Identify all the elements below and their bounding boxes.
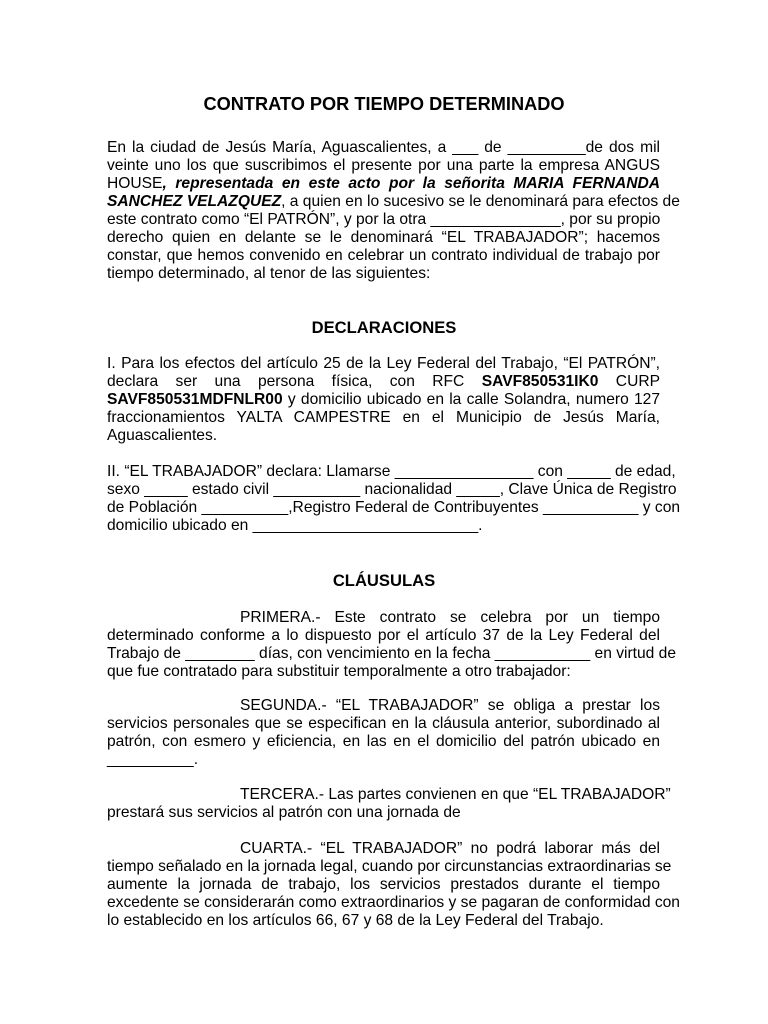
rfc-value: SAVF850531IK0 [481, 373, 599, 390]
text-line [107, 193, 680, 211]
text-line: tiempo señalado en la jornada legal, cuando por circunstancias extraordinarias se [107, 858, 672, 875]
text-line: II. “EL TRABAJADOR” declara: Llamarse ________________ con _____ de edad, [107, 463, 676, 480]
text-line: veinte uno los que suscribimos el presente por una parte la empresa ANGUS [107, 157, 660, 174]
document-title: CONTRATO POR TIEMPO DETERMINADO [203, 94, 565, 114]
text-line: Trabajo de ________ días, con vencimiento en la fecha ___________ en virtud de [107, 645, 677, 662]
text-line: constar, que hemos convenido en celebrar un contrato individual de trabajo por [107, 247, 660, 264]
clausula-primera [107, 609, 677, 681]
text-line: fraccionamientos YALTA CAMPESTRE en el Municipio de Jesús María, [107, 409, 660, 426]
text-line: derecho quien en delante se le denominará “EL TRABAJADOR”; hacemos [107, 229, 660, 246]
text-line: este contrato como “El PATRÓN”, y por la otra _______________, por su propio [107, 211, 661, 228]
clausula-cuarta [107, 840, 680, 930]
text-segment: y domicilio ubicado en la calle Solandra, numero 127 [282, 391, 660, 408]
text-line: I. Para los efectos del artículo 25 de la Ley Federal del Trabajo, “El PATRÓN”, [107, 355, 660, 372]
text-line: patrón, con esmero y eficiencia, en las en el domicilio del patrón ubicado en [107, 733, 660, 750]
text-line: excedente se considerarán como extraordinarios y se pagaran de conformidad con [107, 894, 680, 911]
representative-clause: , representada en este acto por la señorita MARIA FERNANDA [162, 175, 660, 192]
text-line: sexo _____ estado civil __________ nacionalidad _____, Clave Única de Registro [107, 481, 677, 498]
declaracion-ii [107, 463, 681, 535]
company-name: HOUSE [107, 175, 163, 192]
text-line: PRIMERA.- Este contrato se celebra por un tiempo [240, 609, 660, 626]
clausulas-heading: CLÁUSULAS [332, 571, 436, 590]
text-line: SEGUNDA.- “EL TRABAJADOR” se obliga a prestar los [240, 697, 660, 714]
text-line: de Población __________,Registro Federal de Contribuyentes ___________ y con [107, 499, 681, 516]
text-line: CUARTA.- “EL TRABAJADOR” no podrá laborar más del [240, 840, 660, 857]
text-line: domicilio ubicado en __________________________. [107, 517, 483, 534]
clausula-segunda [107, 697, 660, 769]
text-line: Aguascalientes. [107, 427, 218, 444]
text-line [107, 175, 660, 193]
representative-name: SANCHEZ VELAZQUEZ [107, 193, 282, 210]
intro-paragraph [107, 139, 680, 283]
text-line [107, 373, 660, 391]
text-segment: declara ser una persona física, con RFC [107, 373, 482, 390]
text-line: TERCERA.- Las partes convienen en que “EL TRABAJADOR” [240, 786, 671, 803]
text-line: En la ciudad de Jesús María, Aguascalientes, a ___ de _________de dos mil [107, 139, 660, 156]
text-segment: CURP [598, 373, 660, 390]
text-line: tiempo determinado, al tenor de las siguientes: [107, 265, 431, 282]
declaracion-i [107, 355, 660, 445]
text-line: aumente la jornada de trabajo, los servicios prestados durante el tiempo [107, 876, 660, 893]
text-line: __________. [107, 751, 199, 768]
clausula-tercera [107, 786, 671, 822]
curp-value: SAVF850531MDFNLR00 [107, 391, 283, 408]
text-line: determinado conforme a lo dispuesto por el artículo 37 de la Ley Federal del [107, 627, 660, 644]
text-line [107, 391, 660, 409]
declaraciones-heading: DECLARACIONES [311, 318, 457, 337]
text-line: prestará sus servicios al patrón con una jornada de [107, 804, 461, 821]
text-line: lo establecido en los artículos 66, 67 y 68 de la Ley Federal del Trabajo. [107, 912, 604, 929]
text-segment: , a quien en lo sucesivo se le denominará para efectos de [281, 193, 680, 210]
text-line: que fue contratado para substituir temporalmente a otro trabajador: [107, 663, 571, 680]
text-line: servicios personales que se especifican en la cláusula anterior, subordinado al [107, 715, 660, 732]
